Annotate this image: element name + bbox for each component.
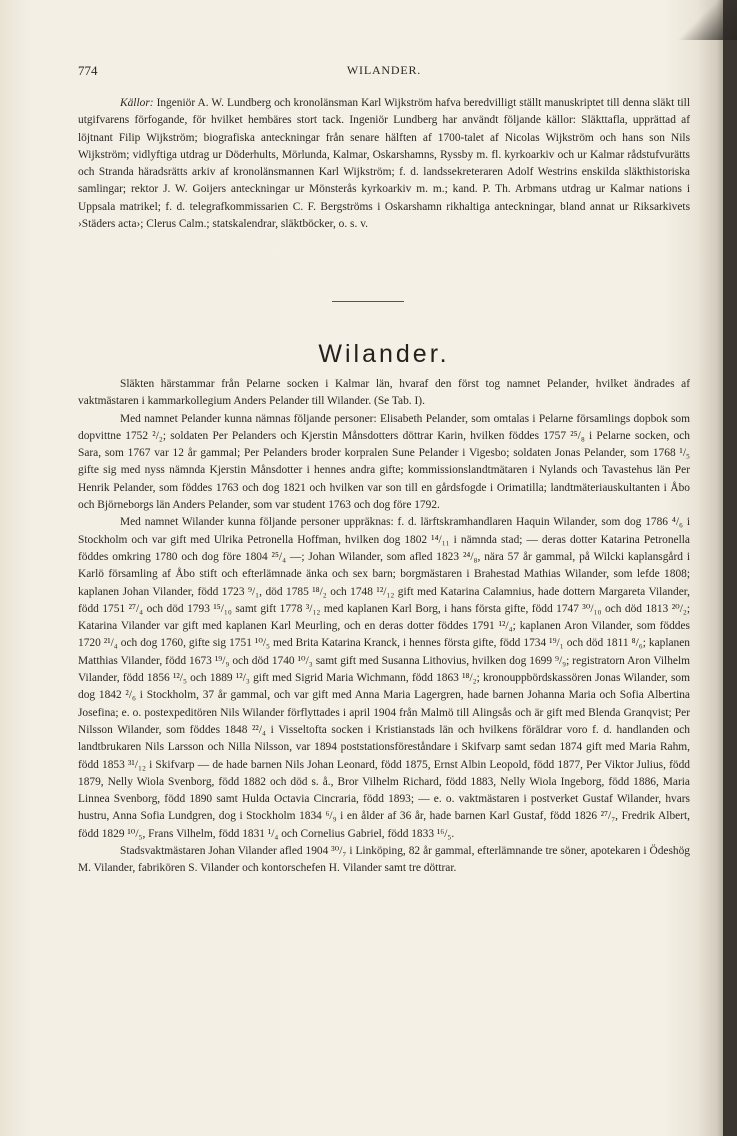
page-header <box>78 63 690 81</box>
book-spine-edge <box>723 0 737 1136</box>
family-title: Wilander. <box>318 340 450 368</box>
page-number: 774 <box>78 63 98 78</box>
paragraph: Med namnet Wilander kunna följande personer uppräknas: f. d. lärftskramhandlaren Haquin Wilander, som dog 1786 ⁴/₆ i Stockholm och var gift med Ulrika Petronella Hoffman, hvilken dog 1802 ¹⁴/₁₁ i nämnda stad; — deras dotter Katarina Petronella föddes omkring 1780 och dog före 1804 ²⁵/₄ —; Johan Wilander, som afled 1823 ²⁴/₈, nära 57 år gammal, på Wilcki kaplansgård i Karlö församling af Åbo stift och efterlämnade änka och sex barn; borgmästaren i Brahestad Mathias Wilander, som lefde 1808; kaplanen Johan Vilander, född 1723 ⁹/₁, död 1785 ¹⁸/₂ och 1748 ¹²/₁₂ gift med Katarina Calamnius, hade dottern Margareta Vilander, född 1751 ²⁷/₄ och död 1793 ¹⁵/₁₀ samt gift 1778 ³/₁₂ med kaplanen Karl Borg, i hans första gifte, född 1747 ³⁰/₁₀ och död 1813 ²⁰/₂; Katarina Vilander var gift med kaplanen Karl Meurling, och en deras dotter föddes 1791 ¹²/₄; kaplanen Aron Vilander, som föddes 1720 ²¹/₄ och dog 1760, gifte sig 1751 ¹⁰/₅ med Brita Katarina Kranck, i hennes första gifte, född 1734 ¹⁹/₁ och död 1811 ⁸/₆; kaplanen Matthias Vilander, född 1673 ¹⁹/₉ och död 1740 ¹⁰/₃ samt gift med Susanna Lithovius, hvilken dog 1699 ⁹/₉; registratorn Aron Vilhelm Vilander, född 1856 ¹²/₅ och 1889 ¹²/₃ gift med Sigrid Maria Wichmann, född 1863 ¹⁸/₂; kronouppbördskassören Jonas Wilander, som dog 1842 ²/₆ i Stockholm, 37 år gammal, och var gift med Anna Maria Lagergren, hade barnen Johanna Maria och Sofia Albertina Josefina; e. o. postexpeditören Nils Wilander förflyttades i april 1904 från Malmö till Alingsås och är gift med Blenda Granqvist; Per Nilsson Wilander, som föddes 1848 ²²/₄ i Visseltofta socken i Kristianstads län och hvilkens föräldrar voro f. d. handlanden och landtbrukaren Nils Larsson och Nilla Nilsson, var 1894 poststationsföreståndare i Skifvarp samt sedan 1874 gift med Maria Rahm, född 1853 ³¹/₁₂ i Skifvarp — de hade barnen Nils Johan Leonard, född 1875, Ernst Albin Leopold, född 1877, Per Viktor Julius, född 1879, Nelly Wiola Svenborg, född 1882 och död s. å., Bror Vilhelm Richard, född 1883, Nelly Wiola Ingeborg, född 1886, Maria Linnea Svenborg, född 1890 samt Hulda Octavia Cincraria, född 1893; — e. o. vaktmästaren i postverket Gustaf Wilander, hvars hustru, Anna Sofia Lundgren, dog i Stockholm 1834 ⁶/₉ i en ålder af 36 år, hade barnen Karl Gustaf, född 1826 ²⁷/₇, Fredrik Albert, född 1829 ¹⁰/₅, Frans Vilhelm, född 1831 ¹/₄ och Cornelius Gabriel, född 1833 ¹⁶/₅. <box>78 516 690 840</box>
running-head: WILANDER. <box>346 63 422 77</box>
sources-block <box>78 95 690 233</box>
sources-label: Källor: <box>120 97 154 109</box>
section-rule <box>332 301 404 302</box>
paragraph: Släkten härstammar från Pelarne socken i Kalmar län, hvaraf den först tog namnet Pelander, hvilket ändrades af vaktmästaren i kammarkollegium Anders Pelander till Wilander. (Se Tab. I). <box>78 378 690 408</box>
paragraph: Stadsvaktmästaren Johan Vilander afled 1904 ³⁰/₇ i Linköping, 82 år gammal, efterlämnande tre söner, apotekaren i Ödeshög M. Vilander, fabrikören S. Vilander och kontorschefen H. Vilander samt tre döttrar. <box>78 845 690 875</box>
page-corner-shadow <box>677 0 737 40</box>
paragraph: Med namnet Pelander kunna nämnas följande personer: Elisabeth Pelander, som omtalas i Pelarne församlings dopbok som dopvittne 1752 ²/₂; soldaten Per Pelanders och Kjerstin Månsdotters döttrar Karin, hvilken föddes 1757 ²⁵/₈ i Pelarne socken, och Sara, som 1767 var 12 år gammal; Per Pelanders broder korpralen Sune Pelander i Vigesbo; soldaten Jonas Pelander, som 1768 ¹/₅ gifte sig med nyss nämnda Kjerstin Månsdotter i hennes andra gifte; kommissionslandtmätaren i Nylands och Tavastehus län Per Henrik Pelander, som föddes 1763 och dog 1821 och hvilken var son till en gårdsfogde i Orimatilla; landtmäteriauskultanten i Åbo och Björneborgs län Anders Pelander, som var student 1763 och dog före 1792. <box>78 412 690 512</box>
sources-text: Ingeniör A. W. Lundberg och kronolänsman Karl Wijkström hafva beredvilligt ställt manuskriptet till denna släkt till utgifvarens förfogande, för hvilket hembäres stort tack. Ingeniör Lundberg har användt följande källor: Släkttafla, upprättad af löjtnant Filip Wijkström; biografiska anteckningar från senare hälften af 1700-talet af Nicolas Wijkström och hans son Nils Wijkström; vidlyftiga utdrag ur Döderhults, Mörlunda, Kalmar, Oskarshamns, Ryssby m. fl. kyrkoarkiv och ur Kalmar rådstufvurätts och Stranda häradsrätts arkiv af kronolänsmannen Karl Wijkström; f. d. landssekreteraren Adolf Westrins enskilda släkthistoriska samlingar; rektor J. W. Goijers anteckningar ur Mönsterås kyrkoarkiv m. m.; kand. P. Th. Arbmans utdrag ur Kalmar nations i Uppsala matrikel; f. d. telegrafkommissarien C. F. Bergströms i Oskarshamn rikhaltiga anteckningar, bland annat ur Riksarkivets ›Städers acta›; Clerus Calm.; statskalendrar, släktböcker, o. s. v. <box>78 97 690 231</box>
body-text <box>78 376 690 878</box>
